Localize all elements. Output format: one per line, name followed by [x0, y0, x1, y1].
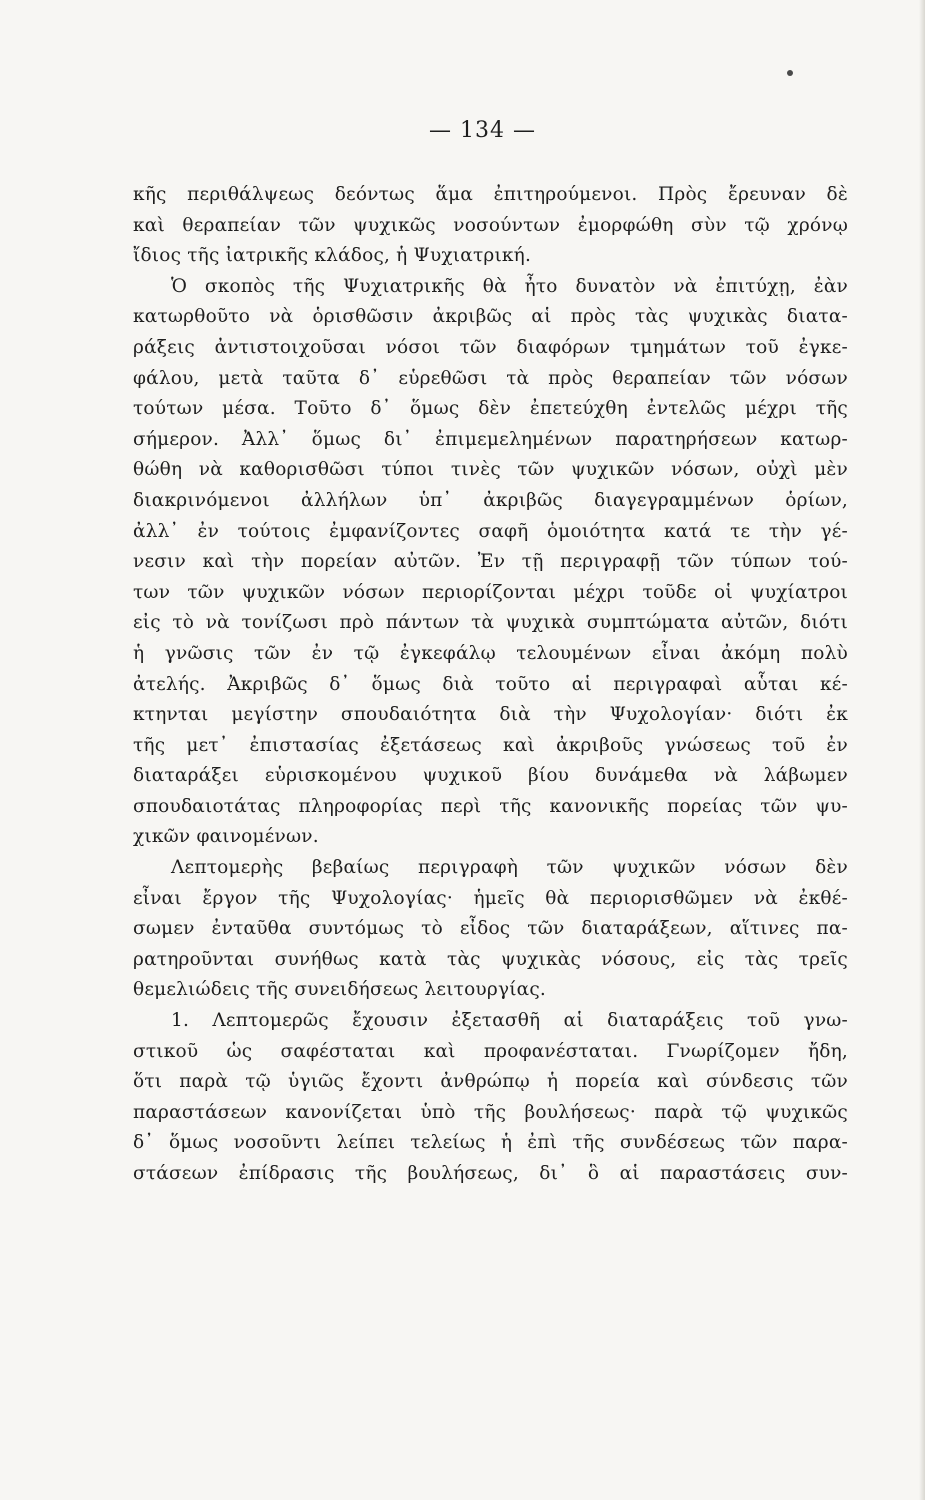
- text-line: τῆς μετ᾽ ἐπιστασίας ἐξετάσεως καὶ ἀκριβοῦς γνώσεως τοῦ ἐν: [133, 734, 848, 756]
- text-line: ἴδιος τῆς ἰατρικῆς κλάδος, ἡ Ψυχιατρική.: [133, 245, 532, 267]
- text-line: ράξεις ἀντιστοιχοῦσαι νόσοι τῶν διαφόρων τμημάτων τοῦ ἐγκε-: [133, 336, 848, 358]
- text-line: εἶναι ἔργον τῆς Ψυχολογίας· ἡμεῖς θὰ περιορισθῶμεν νὰ ἐκθέ-: [133, 887, 848, 909]
- text-line: τούτων μέσα. Τοῦτο δ᾽ ὅμως δὲν ἐπετεύχθη ἐντελῶς μέχρι τῆς: [133, 398, 848, 420]
- text-line: ἡ γνῶσις τῶν ἐν τῷ ἐγκεφάλῳ τελουμένων εἶναι ἀκόμη πολὺ: [133, 642, 848, 664]
- text-line: σπουδαιοτάτας πληροφορίας περὶ τῆς κανονικῆς πορείας τῶν ψυ-: [133, 795, 848, 817]
- page-edge-shadow: [919, 0, 925, 1500]
- text-line: καὶ θεραπείαν τῶν ψυχικῶς νοσούντων ἐμορφώθη σὺν τῷ χρόνῳ: [133, 214, 848, 236]
- text-line: παραστάσεων κανονίζεται ὑπὸ τῆς βουλήσεως· παρὰ τῷ ψυχικῶς: [133, 1101, 848, 1123]
- text-line: στάσεων ἐπίδρασις τῆς βουλήσεως, δι᾽ ὃ αἱ παραστάσεις συν-: [133, 1163, 848, 1184]
- text-line: ἀλλ᾽ ἐν τούτοις ἐμφανίζοντες σαφῆ ὁμοιότητα κατά τε τὴν γέ-: [133, 520, 848, 542]
- text-line: κατωρθοῦτο νὰ ὁρισθῶσιν ἀκριβῶς αἱ πρὸς τὰς ψυχικὰς διατα-: [133, 306, 848, 328]
- text-line: δ᾽ ὅμως νοσοῦντι λείπει τελείως ἡ ἐπὶ τῆς συνδέσεως τῶν παρα-: [133, 1132, 848, 1154]
- text-line: ἀτελής. Ἀκριβῶς δ᾽ ὅμως διὰ τοῦτο αἱ περιγραφαὶ αὗται κέ-: [133, 673, 848, 695]
- text-line: Ὁ σκοπὸς τῆς Ψυχιατρικῆς θὰ ἦτο δυνατὸν νὰ ἐπιτύχῃ, ἐὰν: [171, 275, 848, 297]
- text-line: στικοῦ ὡς σαφέσταται καὶ προφανέσταται. Γνωρίζομεν ἤδη,: [133, 1040, 848, 1062]
- text-line: θεμελιώδεις τῆς συνειδήσεως λειτουργίας.: [133, 979, 546, 1001]
- text-line: φάλου, μετὰ ταῦτα δ᾽ εὑρεθῶσι τὰ πρὸς θεραπείαν τῶν νόσων: [133, 367, 848, 389]
- text-line: ρατηροῦνται συνήθως κατὰ τὰς ψυχικὰς νόσους, εἰς τὰς τρεῖς: [133, 948, 848, 970]
- text-line: εἰς τὸ νὰ τονίζωσι πρὸ πάντων τὰ ψυχικὰ συμπτώματα αὐτῶν, διότι: [133, 612, 848, 634]
- text-line: διακρινόμενοι ἀλλήλων ὑπ᾽ ἀκριβῶς διαγεγραμμένων ὁρίων,: [133, 489, 848, 511]
- text-line: διαταράξει εὑρισκομένου ψυχικοῦ βίου δυνάμεθα νὰ λάβωμεν: [133, 765, 848, 787]
- text-line: ὅτι παρὰ τῷ ὑγιῶς ἔχοντι ἀνθρώπῳ ἡ πορεία καὶ σύνδεσις τῶν: [133, 1071, 848, 1093]
- text-line: των τῶν ψυχικῶν νόσων περιορίζονται μέχρι τοῦδε οἱ ψυχίατροι: [133, 581, 848, 603]
- text-line: Λεπτομερὴς βεβαίως περιγραφὴ τῶν ψυχικῶν νόσων δὲν: [171, 857, 848, 879]
- text-line: κτηνται μεγίστην σπουδαιότητα διὰ τὴν Ψυχολογίαν· διότι ἐκ: [133, 704, 848, 726]
- text-line: θώθη νὰ καθορισθῶσι τύποι τινὲς τῶν ψυχικῶν νόσων, οὐχὶ μὲν: [133, 459, 848, 481]
- body-text: [133, 180, 848, 1190]
- text-line: κῆς περιθάλψεως δεόντως ἅμα ἐπιτηρούμενοι. Πρὸς ἔρευναν δὲ: [133, 184, 848, 205]
- page-number: — 134 —: [429, 118, 536, 143]
- text-line: σωμεν ἐνταῦθα συντόμως τὸ εἶδος τῶν διαταράξεων, αἵτινες πα-: [133, 918, 848, 940]
- text-line: χικῶν φαινομένων.: [133, 826, 319, 848]
- ink-dot: [787, 70, 793, 76]
- text-line: νεσιν καὶ τὴν πορείαν αὐτῶν. Ἐν τῇ περιγραφῇ τῶν τύπων τού-: [133, 551, 848, 573]
- text-line: σήμερον. Ἀλλ᾽ ὅμως δι᾽ ἐπιμεμελημένων παρατηρήσεων κατωρ-: [133, 428, 848, 450]
- text-line: 1. Λεπτομερῶς ἔχουσιν ἐξετασθῆ αἱ διαταράξεις τοῦ γνω-: [171, 1010, 848, 1032]
